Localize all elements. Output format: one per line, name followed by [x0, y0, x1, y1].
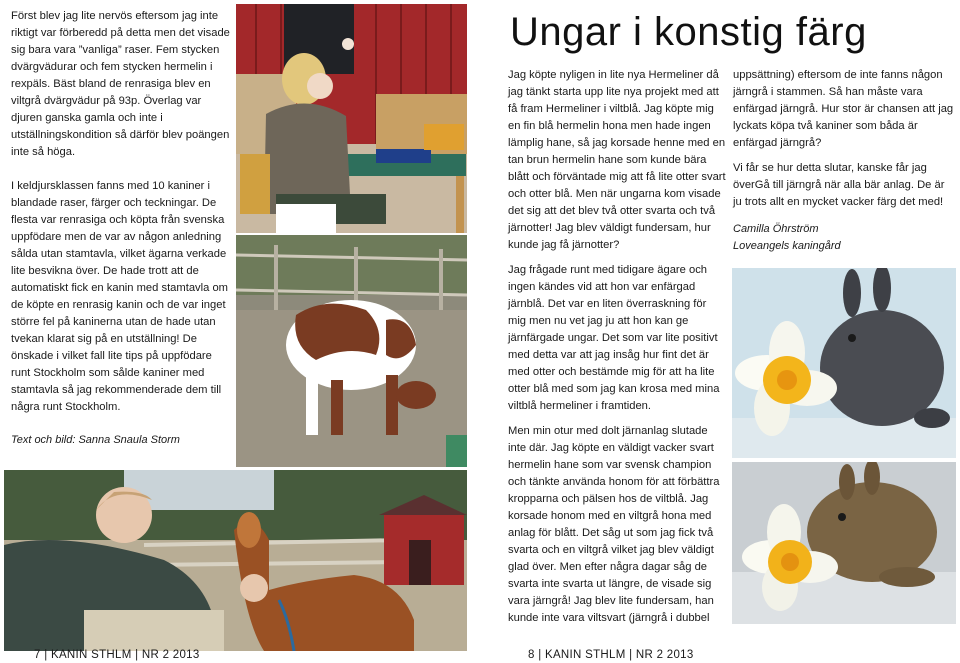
photo-credit: Text och bild: Sanna Snaula Storm [11, 434, 180, 446]
signature-org: Loveangels kaningård [733, 240, 841, 252]
judging-photo [236, 4, 467, 233]
right-paragraph-1: Jag köpte nyligen in lite nya Hermeliner då jag tänkt starta upp lite nya projekt med att få fram Hermeliner i viltblå. Jag köpte mig en fin blå hermelin hona men hade ingen lämplig hane, så jag korsade henne med en tan brun hermelin hane som kunde bära blått och förväntade mig att få lite otter svart och otter blå. Men när ungarna kom visade det sig att det blev två otter svarta och två järnotter! Jag blev väldigt fundersam, hur kunde jag få järnotter? [508, 69, 726, 251]
left-page-footer: 7 | KANIN STHLM | NR 2 2013 [34, 649, 200, 661]
right-column-1 [508, 67, 726, 627]
boy-and-calf-photo [4, 470, 467, 651]
left-paragraph-1: Först blev jag lite nervös eftersom jag inte riktigt var förberedd på detta men det visade sig bara vara ”vanliga” raser. Fem stycken dvärgvädurar och fem stycken hermelin i rexpäls. Bäst bland de renrasiga blev en viltgrå dvärgvädur på 93p. Överlag var djuren ganska gamla och inte i utställningskondition så därför blev poängen inte så höga. [11, 10, 230, 158]
signature-name: Camilla Öhrström [733, 223, 819, 235]
right-page-footer: 8 | KANIN STHLM | NR 2 2013 [528, 649, 694, 661]
right-paragraph-3: Men min otur med dolt järnanlag slutade inte där. Jag köpte en väldigt vacker svart hermelin hane som var svensk champion och tänkte använda honom för att förbättra kropparna och pälsen hos de viltblå. Jag korsade honom med en viltgrå hona med anlag för blått. Det såg ut som jag fick två svarta och en viltgrå vilket jag blev väldigt glad över. Men efter några dagar såg de svarta inte svarta ut längre, de visade sig vara järngrå! Jag blev lite fundersam, han kunde inte vara viltsvart (järngrå i dubbel [508, 425, 720, 624]
brown-rabbit-photo [732, 462, 956, 624]
left-paragraph-2: I keldjursklassen fanns med 10 kaniner i blandade raser, färger och teckningar. De flesta var renrasiga och köpta från svenska uppfödare men de var av någon anledning sålda utan stamtavla, vilket ägarna verkade lite besvikna över. De hade trott att de automatiskt fick en kanin med stamtavla om de köpte en renrasig kanin och de var inget större fel på kaninerna utan de hade utan tvekan klarat sig på en utställning! De önskade i vilket fall lite tips på uppfödare runt Stockholm som sålde kaniner med stamtavla så jag rekommenderade dem till några runt Stockholm. [11, 180, 229, 413]
calf-photo [236, 235, 467, 467]
left-article-text [11, 8, 233, 416]
right-col2-paragraph-1: uppsättning) eftersom de inte fanns någon järngrå i stammen. Så han måste vara enfärgad järngrå. Hur stor är chansen att jag lyckats köpa två kaniner som båda är enfärgad järngrå? [733, 69, 954, 149]
right-column-2 [733, 67, 955, 255]
grey-rabbit-photo [732, 268, 956, 458]
right-col2-paragraph-2: Vi får se hur detta slutar, kanske får jag överGå till järngrå när alla bär anlag. De är ju trots allt en mycket vacker färg det med! [733, 162, 945, 208]
right-paragraph-2: Jag frågade runt med tidigare ägare och ingen kändes vid att hon var enfärgad järnblå. Det var en liten överraskning för mig men nu vet jag ju att hon kan ge järnfärgade ungar. Det som var lite positivt med detta var att jag insåg hur fint det är med otter och bestämde mig för att ha lite otter blå med som jag kan krosa med mina viltblå hermeliner i framtiden. [508, 264, 720, 412]
article-title: Ungar i konstig färg [510, 10, 867, 54]
